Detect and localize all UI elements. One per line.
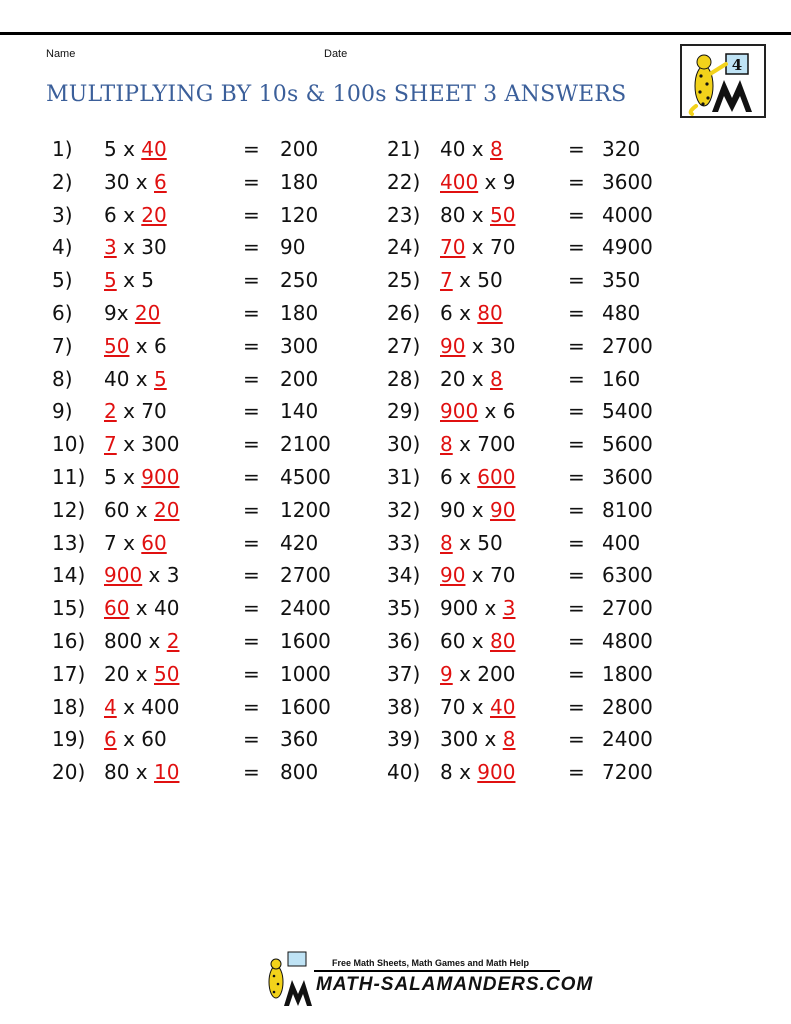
problem-number: 40) (387, 760, 421, 785)
problem-result: 1600 (280, 629, 331, 653)
problem-number: 34) (387, 563, 421, 588)
problem-expression (440, 658, 515, 690)
problem-number: 22) (387, 169, 421, 194)
answer-value: 20 (141, 202, 167, 227)
equals-sign: = (243, 169, 260, 194)
answer-value: 90 (440, 333, 466, 358)
expression-left: 6 x (104, 202, 142, 227)
footer-rule (314, 970, 560, 972)
expression-left: 60 x (440, 629, 490, 653)
problem-number: 25) (387, 268, 421, 293)
equals-sign: = (568, 694, 585, 719)
problem-result: 1200 (280, 497, 331, 522)
problem-expression (440, 330, 515, 362)
equals-sign: = (243, 629, 260, 653)
equals-sign: = (568, 432, 585, 457)
problem-result: 4000 (602, 202, 653, 227)
answer-value: 3 (502, 596, 516, 621)
problem-result: 6300 (602, 563, 653, 588)
problem-row (0, 363, 791, 395)
expression-left: 80 x (104, 760, 154, 785)
problem-expression (440, 461, 515, 493)
problem-number: 30) (387, 432, 421, 457)
problem-row (0, 756, 791, 788)
equals-sign: = (243, 301, 260, 325)
problem-result: 2400 (280, 596, 331, 621)
equals-sign: = (568, 530, 585, 555)
expression-right: x 200 (452, 661, 516, 686)
problem-expression (440, 363, 503, 395)
equals-sign: = (568, 301, 585, 325)
date-label: Date (324, 48, 348, 60)
problem-number: 10) (52, 432, 86, 457)
expression-right: x 6 (129, 333, 167, 358)
footer-tagline: Free Math Sheets, Math Games and Math Help (332, 958, 530, 968)
problem-number: 21) (387, 137, 421, 161)
answer-value: 50 (104, 333, 130, 358)
answer-value: 600 (477, 465, 516, 489)
footer-site: MATH-SALAMANDERS.COM (316, 974, 594, 995)
problem-result: 480 (602, 301, 641, 325)
problem-result: 7200 (602, 760, 653, 785)
problem-result: 160 (602, 366, 641, 391)
expression-left: 6 x (440, 465, 478, 489)
expression-left: 30 x (104, 169, 154, 194)
problem-number: 26) (387, 301, 421, 325)
problem-number: 6) (52, 301, 73, 325)
problem-result: 350 (602, 268, 641, 293)
answer-value: 900 (477, 760, 516, 785)
answer-value: 8 (490, 137, 503, 161)
problem-expression (440, 592, 515, 624)
problem-row (0, 461, 791, 493)
problem-row (0, 625, 791, 657)
expression-left: 40 x (440, 137, 490, 161)
problem-number: 17) (52, 661, 86, 686)
problem-result: 200 (280, 366, 319, 391)
expression-left: 9x (104, 301, 135, 325)
expression-left: 40 x (104, 366, 154, 391)
problem-expression (440, 527, 503, 559)
salamander-logo (680, 44, 766, 118)
answer-value: 40 (490, 694, 516, 719)
problem-result: 300 (280, 333, 319, 358)
equals-sign: = (568, 268, 585, 293)
problem-result: 200 (280, 137, 319, 161)
answer-value: 80 (490, 629, 516, 653)
problem-number: 14) (52, 563, 86, 588)
problem-result: 2700 (602, 596, 653, 621)
problem-result: 1800 (602, 661, 653, 686)
problem-row (0, 691, 791, 723)
problem-row (0, 723, 791, 755)
answer-value: 2 (104, 399, 117, 424)
top-rule (0, 32, 791, 35)
equals-sign: = (243, 366, 260, 391)
problem-expression (440, 691, 515, 723)
problem-number: 1) (52, 137, 73, 161)
answer-value: 5 (104, 268, 117, 293)
expression-right: x 70 (116, 399, 167, 424)
problem-number: 28) (387, 366, 421, 391)
equals-sign: = (243, 432, 260, 457)
equals-sign: = (243, 202, 260, 227)
equals-sign: = (568, 137, 585, 161)
problem-number: 37) (387, 661, 421, 686)
expression-right: x 30 (465, 333, 516, 358)
expression-right: x 40 (129, 596, 180, 621)
expression-right: x 5 (116, 268, 155, 293)
expression-left: 80 x (440, 202, 490, 227)
answer-value: 9 (440, 661, 453, 686)
problem-result: 2100 (280, 432, 331, 457)
expression-left: 800 x (104, 629, 167, 653)
equals-sign: = (243, 727, 260, 752)
problem-row (0, 395, 791, 427)
equals-sign: = (243, 497, 260, 522)
problem-number: 33) (387, 530, 421, 555)
expression-left: 5 x (104, 465, 142, 489)
expression-left: 70 x (440, 694, 490, 719)
equals-sign: = (568, 465, 585, 489)
answer-value: 7 (104, 432, 117, 457)
problem-row (0, 199, 791, 231)
equals-sign: = (243, 399, 260, 424)
expression-right: x 70 (465, 235, 516, 260)
expression-left: 90 x (440, 497, 490, 522)
problem-row (0, 592, 791, 624)
problem-expression (440, 199, 515, 231)
answer-value: 40 (141, 137, 167, 161)
equals-sign: = (568, 563, 585, 588)
problem-number: 2) (52, 169, 73, 194)
equals-sign: = (568, 333, 585, 358)
expression-right: x 700 (452, 432, 516, 457)
problem-number: 39) (387, 727, 421, 752)
equals-sign: = (568, 202, 585, 227)
answer-value: 400 (440, 169, 479, 194)
problem-result: 180 (280, 301, 319, 325)
problem-result: 320 (602, 137, 641, 161)
answer-value: 900 (440, 399, 479, 424)
problem-expression (440, 264, 503, 296)
answer-value: 7 (440, 268, 453, 293)
expression-left: 60 x (104, 497, 154, 522)
problem-number: 29) (387, 399, 421, 424)
problem-result: 4800 (602, 629, 653, 653)
answer-value: 8 (440, 432, 453, 457)
problem-number: 38) (387, 694, 421, 719)
problem-result: 420 (280, 530, 319, 555)
problem-result: 5400 (602, 399, 653, 424)
expression-right: x 50 (452, 530, 503, 555)
answer-value: 5 (154, 366, 167, 391)
problem-number: 20) (52, 760, 86, 785)
expression-right: x 3 (142, 563, 180, 588)
problem-number: 5) (52, 268, 73, 293)
answer-value: 8 (440, 530, 453, 555)
problem-expression (440, 133, 503, 165)
answer-value: 900 (104, 563, 143, 588)
problem-number: 24) (387, 235, 421, 260)
equals-sign: = (568, 629, 585, 653)
answer-value: 60 (141, 530, 167, 555)
problem-row (0, 297, 791, 329)
expression-right: x 9 (478, 169, 516, 194)
problem-result: 360 (280, 727, 319, 752)
problem-row (0, 494, 791, 526)
problem-number: 31) (387, 465, 421, 489)
problem-result: 5600 (602, 432, 653, 457)
equals-sign: = (568, 366, 585, 391)
equals-sign: = (568, 497, 585, 522)
equals-sign: = (243, 530, 260, 555)
problem-result: 250 (280, 268, 319, 293)
equals-sign: = (243, 137, 260, 161)
answer-value: 8 (502, 727, 516, 752)
equals-sign: = (568, 596, 585, 621)
problem-expression (440, 723, 515, 755)
problem-result: 1000 (280, 661, 331, 686)
problem-row (0, 527, 791, 559)
answer-value: 8 (490, 366, 503, 391)
expression-left: 20 x (104, 661, 154, 686)
problem-number: 36) (387, 629, 421, 653)
answer-value: 50 (490, 202, 516, 227)
problem-expression (440, 231, 515, 263)
problem-result: 8100 (602, 497, 653, 522)
equals-sign: = (243, 235, 260, 260)
problem-expression (440, 428, 515, 460)
problem-number: 11) (52, 465, 86, 489)
answer-value: 70 (440, 235, 466, 260)
expression-left: 6 x (440, 301, 478, 325)
problem-row (0, 428, 791, 460)
equals-sign: = (243, 268, 260, 293)
problem-result: 140 (280, 399, 319, 424)
problem-row (0, 559, 791, 591)
equals-sign: = (568, 760, 585, 785)
problem-result: 400 (602, 530, 641, 555)
problem-row (0, 658, 791, 690)
answer-value: 6 (154, 169, 167, 194)
equals-sign: = (568, 235, 585, 260)
answer-value: 900 (141, 465, 180, 489)
equals-sign: = (568, 169, 585, 194)
problem-result: 3600 (602, 465, 653, 489)
problem-row (0, 330, 791, 362)
problem-number: 3) (52, 202, 73, 227)
problem-expression (440, 494, 515, 526)
equals-sign: = (568, 399, 585, 424)
problem-number: 23) (387, 202, 421, 227)
problem-result: 180 (280, 169, 319, 194)
expression-right: x 400 (116, 694, 180, 719)
problem-number: 27) (387, 333, 421, 358)
expression-left: 5 x (104, 137, 142, 161)
problem-number: 9) (52, 399, 73, 424)
answer-value: 50 (154, 661, 180, 686)
problem-row (0, 264, 791, 296)
problem-result: 4900 (602, 235, 653, 260)
expression-left: 20 x (440, 366, 490, 391)
problem-result: 3600 (602, 169, 653, 194)
problem-number: 8) (52, 366, 73, 391)
equals-sign: = (243, 694, 260, 719)
equals-sign: = (243, 563, 260, 588)
answer-value: 3 (104, 235, 117, 260)
equals-sign: = (243, 760, 260, 785)
problem-number: 16) (52, 629, 86, 653)
problem-expression (440, 166, 515, 198)
expression-left: 300 x (440, 727, 503, 752)
answer-value: 90 (490, 497, 516, 522)
answer-value: 80 (477, 301, 503, 325)
expression-left: 900 x (440, 596, 503, 621)
problem-number: 13) (52, 530, 86, 555)
page-title: MULTIPLYING BY 10s & 100s SHEET 3 ANSWERS (46, 82, 627, 107)
equals-sign: = (568, 661, 585, 686)
expression-right: x 6 (478, 399, 516, 424)
expression-right: x 50 (452, 268, 503, 293)
problem-row (0, 231, 791, 263)
problem-number: 15) (52, 596, 86, 621)
answer-value: 20 (154, 497, 180, 522)
expression-left: 8 x (440, 760, 478, 785)
problem-number: 12) (52, 497, 86, 522)
answer-value: 2 (166, 629, 180, 653)
problem-number: 35) (387, 596, 421, 621)
equals-sign: = (568, 727, 585, 752)
problem-row (0, 133, 791, 165)
equals-sign: = (243, 465, 260, 489)
problem-result: 2700 (602, 333, 653, 358)
problem-result: 800 (280, 760, 319, 785)
problem-result: 90 (280, 235, 306, 260)
problem-expression (440, 297, 503, 329)
problem-expression (440, 395, 515, 427)
answer-value: 4 (104, 694, 117, 719)
equals-sign: = (243, 333, 260, 358)
problem-number: 7) (52, 333, 73, 358)
problem-result: 1600 (280, 694, 331, 719)
expression-left: 7 x (104, 530, 142, 555)
answer-value: 20 (134, 301, 161, 325)
problem-number: 18) (52, 694, 86, 719)
answer-value: 60 (104, 596, 130, 621)
expression-right: x 70 (465, 563, 516, 588)
expression-right: x 60 (116, 727, 167, 752)
problem-number: 4) (52, 235, 73, 260)
name-label: Name (46, 48, 76, 60)
problem-result: 2400 (602, 727, 653, 752)
problem-row (0, 166, 791, 198)
problem-expression (440, 559, 515, 591)
problem-number: 19) (52, 727, 86, 752)
logo-digit: 4 (731, 56, 743, 74)
problem-expression (440, 625, 515, 657)
expression-right: x 30 (116, 235, 167, 260)
problem-result: 4500 (280, 465, 331, 489)
problem-expression (440, 756, 515, 788)
answer-value: 10 (154, 760, 180, 785)
answer-value: 90 (440, 563, 466, 588)
problem-result: 120 (280, 202, 319, 227)
problem-result: 2800 (602, 694, 653, 719)
equals-sign: = (243, 596, 260, 621)
equals-sign: = (243, 661, 260, 686)
problem-result: 2700 (280, 563, 331, 588)
answer-value: 6 (104, 727, 117, 752)
expression-right: x 300 (116, 432, 180, 457)
problem-number: 32) (387, 497, 421, 522)
